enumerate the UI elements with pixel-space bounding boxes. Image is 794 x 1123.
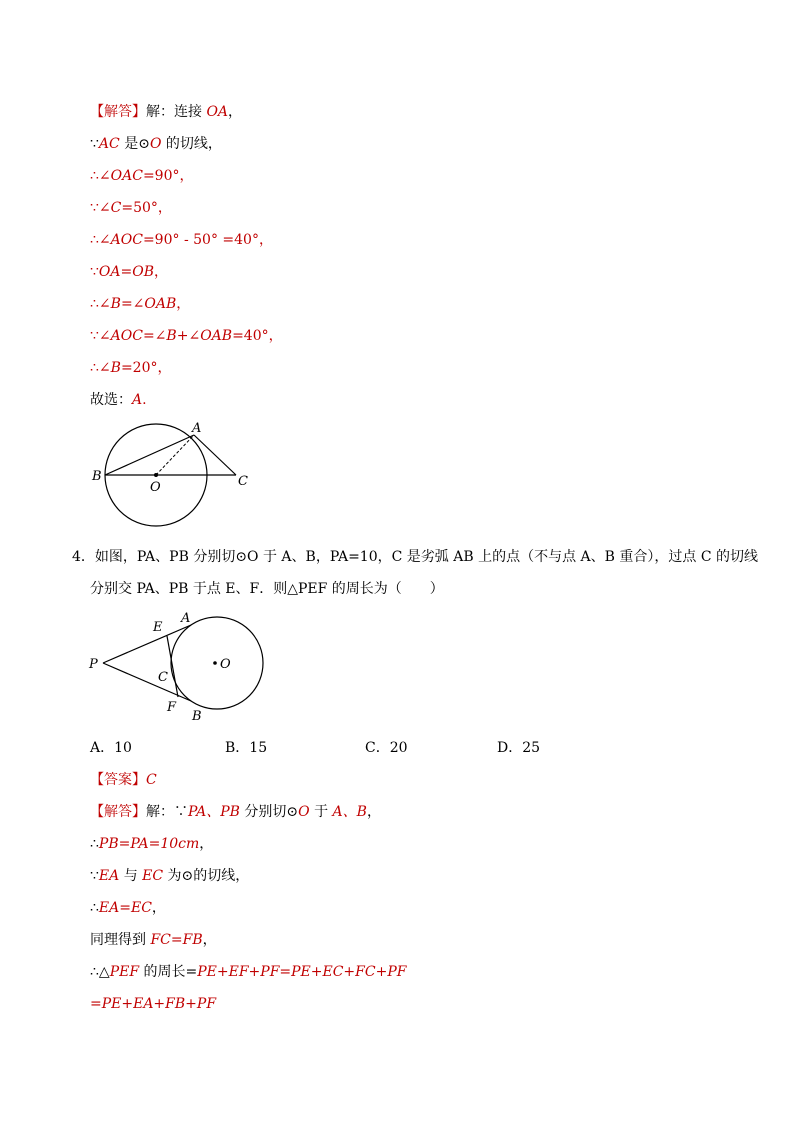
math: B (166, 328, 177, 344)
text: ， (228, 104, 243, 120)
solution4-line-3 (90, 867, 249, 885)
center-point (154, 473, 158, 477)
answer-line (90, 771, 157, 789)
solution1-line-5 (90, 231, 273, 249)
math: C (110, 200, 122, 216)
question-text: 分别交 PA、PB 于点 E、F．则△PEF 的周长为（ ） (90, 581, 444, 597)
text: ∴∠ (90, 360, 111, 376)
solution1-line-6 (90, 263, 168, 281)
text: . (142, 392, 147, 408)
text: ∵ (90, 868, 99, 884)
chosen-answer: A (132, 392, 143, 408)
math: A、B (332, 804, 367, 820)
question-4-line-1 (72, 548, 758, 566)
math: EA (98, 868, 120, 884)
option-b[interactable] (225, 739, 267, 757)
text: 故选： (90, 392, 132, 408)
math: O (149, 136, 162, 152)
option-value: 20 (389, 740, 408, 756)
text: ∵ (90, 136, 99, 152)
math: OA=OB (98, 264, 155, 280)
solution4-line-6 (90, 963, 406, 981)
text: ， (154, 264, 169, 280)
solution1-line-7 (90, 295, 190, 313)
text: 于 (309, 804, 333, 820)
answer-value: C (146, 772, 157, 788)
math: PEF (109, 964, 140, 980)
text: 同理得到 (90, 932, 151, 948)
text: ， (176, 296, 191, 312)
math: AC (98, 136, 120, 152)
math: PE+EF+PF=PE+EC+FC+PF (197, 964, 407, 980)
label-o: O (220, 657, 231, 672)
text: ∵∠ (90, 200, 111, 216)
solution1-line-2 (90, 135, 222, 153)
line-oa-dashed (156, 435, 194, 475)
label-c: C (238, 474, 248, 489)
math: =PE+EA+FB+PF (90, 996, 217, 1012)
option-letter: A． (90, 740, 115, 756)
text: ∵∠ (90, 328, 111, 344)
text: ∴ (90, 900, 99, 916)
option-value: 10 (114, 740, 132, 756)
line-ef (167, 636, 178, 697)
text: =90° - 50° =40°， (142, 232, 273, 248)
text: ∴∠ (90, 296, 111, 312)
option-letter: C． (365, 740, 390, 756)
math: PB=PA=10cm (98, 836, 200, 852)
text: 的切线， (161, 136, 222, 152)
text: ， (202, 932, 217, 948)
text: 是⊙ (119, 136, 150, 152)
solution-tag: 【解答】 (90, 104, 146, 120)
question-4-line-2 (90, 580, 444, 598)
label-c: C (158, 670, 168, 685)
text: ∵ (90, 264, 99, 280)
solution-tag: 【解答】 (90, 804, 146, 820)
solution4-line-5 (90, 931, 217, 949)
math: OAB (144, 296, 177, 312)
solution1-line-3 (90, 167, 194, 185)
label-e: E (153, 620, 163, 635)
math: PA、PB (188, 804, 240, 820)
circle-o (171, 617, 263, 709)
text: 与 (119, 868, 143, 884)
label-p: P (89, 657, 98, 672)
math: OAB (200, 328, 233, 344)
text: ∴ (90, 836, 99, 852)
text: ， (199, 836, 214, 852)
text: =40°， (232, 328, 283, 344)
figure-circle-tangent-1 (80, 412, 280, 537)
question-text: 如图，PA、PB 分别切⊙O 于 A、B，PA=10，C 是劣弧 AB 上的点（不与点 A、B 重合），过点 C 的切线 (94, 549, 758, 565)
solution1-choice (90, 391, 147, 409)
answer-tag: 【答案】 (90, 772, 146, 788)
line-ac (194, 435, 236, 475)
label-o: O (150, 480, 161, 495)
text: 解：∵ (146, 804, 188, 820)
math: EC (142, 868, 164, 884)
math: O (298, 804, 310, 820)
label-b: B (192, 709, 202, 724)
solution1-line-9 (90, 359, 171, 377)
math: AOC (110, 232, 143, 248)
text: ， (366, 804, 381, 820)
option-letter: B． (225, 740, 250, 756)
text: =∠ (142, 328, 167, 344)
line-pa (103, 625, 191, 663)
text: 为⊙的切线， (163, 868, 250, 884)
solution4-line-7 (90, 995, 216, 1013)
text: =50°， (121, 200, 172, 216)
text: =∠ (120, 296, 145, 312)
text: =20°， (120, 360, 172, 376)
label-a: A (181, 611, 191, 626)
math: AOC (110, 328, 143, 344)
math: B (110, 296, 121, 312)
label-f: F (167, 700, 177, 715)
solution4-line-4 (90, 899, 166, 917)
math: B (110, 360, 121, 376)
text: 分别切⊙ (239, 804, 299, 820)
solution1-line-1 (90, 103, 242, 121)
option-letter: D． (497, 740, 523, 756)
text: ∴∠ (90, 232, 111, 248)
question-number: 4． (72, 549, 95, 565)
option-d[interactable] (497, 739, 540, 757)
option-a[interactable] (90, 739, 132, 757)
solution1-line-8 (90, 327, 283, 345)
math: FC=FB (150, 932, 203, 948)
math: EA=EC (98, 900, 152, 916)
text: ∴△ (90, 964, 110, 980)
text: 解：连接 (146, 104, 207, 120)
figure-tangent-triangle-2 (85, 605, 275, 727)
label-a: A (192, 421, 202, 436)
text: =90°， (142, 168, 194, 184)
math: OAC (110, 168, 143, 184)
solution4-line-1 (90, 803, 381, 821)
option-value: 15 (249, 740, 268, 756)
label-b: B (92, 469, 102, 484)
math: OA (206, 104, 229, 120)
solution4-line-2 (90, 835, 213, 853)
text: +∠ (176, 328, 201, 344)
option-c[interactable] (365, 739, 408, 757)
text: ∴∠ (90, 168, 111, 184)
option-value: 25 (522, 740, 541, 756)
center-point (213, 661, 217, 665)
text: ， (151, 900, 166, 916)
solution1-line-4 (90, 199, 172, 217)
text: 的周长= (139, 964, 198, 980)
